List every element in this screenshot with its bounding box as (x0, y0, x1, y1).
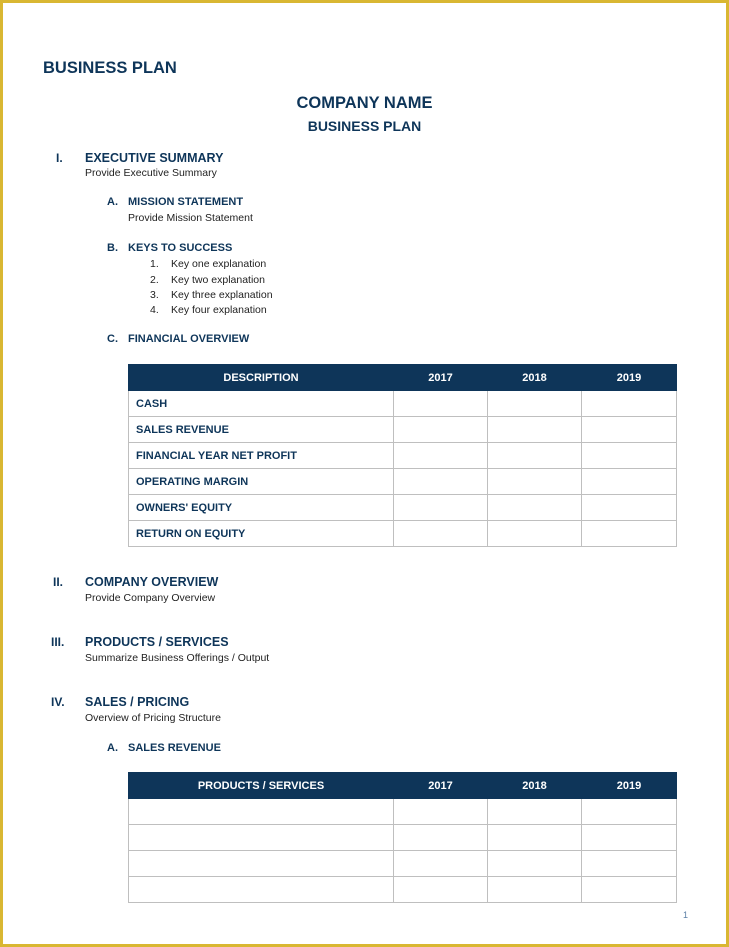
column-header: 2017 (394, 773, 488, 799)
table-cell[interactable] (394, 495, 488, 521)
section-2-number: II. (53, 575, 64, 589)
row-label: SALES REVENUE (129, 417, 394, 443)
table-row (129, 391, 677, 417)
list-item-text: Key three explanation (171, 289, 273, 301)
table-cell[interactable] (582, 391, 677, 417)
section-3-body: Summarize Business Offerings / Output (85, 652, 270, 664)
table-cell[interactable] (582, 521, 677, 547)
table-cell[interactable] (394, 825, 488, 851)
section-3-number: III. (51, 635, 65, 649)
table-cell[interactable] (488, 799, 582, 825)
table-cell[interactable] (582, 495, 677, 521)
table-cell[interactable] (394, 391, 488, 417)
column-header: 2017 (394, 365, 488, 391)
subsection-4a-title: SALES REVENUE (128, 742, 221, 754)
table-header-row (129, 365, 677, 391)
table-header-row (129, 773, 677, 799)
table-row (129, 825, 677, 851)
section-2-body: Provide Company Overview (85, 592, 216, 604)
table-row (129, 417, 677, 443)
list-item-text: Key one explanation (171, 258, 267, 270)
table-cell[interactable] (488, 391, 582, 417)
document-subtitle: BUSINESS PLAN (307, 118, 422, 134)
table-row (129, 877, 677, 903)
subsection-1c-letter: C. (107, 333, 118, 345)
list-item-text: Key four explanation (171, 304, 267, 316)
list-item-number: 1. (150, 258, 159, 270)
table-cell[interactable] (394, 417, 488, 443)
table-cell[interactable] (488, 521, 582, 547)
table-cell[interactable] (582, 443, 677, 469)
section-4-title: SALES / PRICING (85, 695, 190, 709)
column-header: 2019 (582, 365, 677, 391)
list-item-number: 3. (150, 289, 159, 301)
table-cell[interactable] (394, 443, 488, 469)
section-2-title: COMPANY OVERVIEW (85, 575, 219, 589)
table-row (129, 799, 677, 825)
table-cell[interactable] (488, 877, 582, 903)
table-cell[interactable] (129, 851, 394, 877)
table-row (129, 521, 677, 547)
subsection-1a-title: MISSION STATEMENT (128, 196, 244, 208)
table-cell[interactable] (488, 851, 582, 877)
table-cell[interactable] (582, 825, 677, 851)
page-number: 1 (682, 910, 688, 920)
table-row (129, 495, 677, 521)
section-1-number: I. (56, 151, 63, 165)
table-cell[interactable] (582, 469, 677, 495)
table-cell[interactable] (394, 799, 488, 825)
table-cell[interactable] (582, 877, 677, 903)
subsection-1a-letter: A. (107, 196, 118, 208)
row-label: RETURN ON EQUITY (129, 521, 394, 547)
list-item-text: Key two explanation (171, 274, 265, 286)
table-cell[interactable] (129, 799, 394, 825)
table-cell[interactable] (394, 521, 488, 547)
table-cell[interactable] (394, 469, 488, 495)
table-cell[interactable] (488, 417, 582, 443)
sales-revenue-table (128, 772, 677, 903)
list-item-number: 2. (150, 274, 159, 286)
section-3-title: PRODUCTS / SERVICES (85, 635, 229, 649)
table-cell[interactable] (582, 417, 677, 443)
section-4-number: IV. (51, 695, 65, 709)
section-1-title: EXECUTIVE SUMMARY (85, 151, 224, 165)
table-row (129, 469, 677, 495)
document-page (3, 3, 726, 944)
table-cell[interactable] (488, 443, 582, 469)
section-4-body: Overview of Pricing Structure (85, 712, 221, 724)
document-header-title: BUSINESS PLAN (43, 59, 177, 77)
table-cell[interactable] (394, 851, 488, 877)
financial-overview-table (128, 364, 677, 547)
section-1-body: Provide Executive Summary (85, 167, 217, 179)
table-cell[interactable] (488, 495, 582, 521)
column-header: DESCRIPTION (129, 365, 394, 391)
column-header: PRODUCTS / SERVICES (129, 773, 394, 799)
subsection-1b-title: KEYS TO SUCCESS (128, 242, 233, 254)
row-label: FINANCIAL YEAR NET PROFIT (129, 443, 394, 469)
row-label: OPERATING MARGIN (129, 469, 394, 495)
table-cell[interactable] (129, 877, 394, 903)
subsection-1b-letter: B. (107, 242, 118, 254)
table-cell[interactable] (488, 825, 582, 851)
table-cell[interactable] (582, 799, 677, 825)
subsection-1c-title: FINANCIAL OVERVIEW (128, 333, 250, 345)
column-header: 2019 (582, 773, 677, 799)
column-header: 2018 (488, 773, 582, 799)
subsection-1a-body: Provide Mission Statement (128, 212, 253, 224)
row-label: CASH (129, 391, 394, 417)
table-cell[interactable] (582, 851, 677, 877)
subsection-4a-letter: A. (107, 742, 118, 754)
table-row (129, 851, 677, 877)
row-label: OWNERS' EQUITY (129, 495, 394, 521)
table-cell[interactable] (488, 469, 582, 495)
list-item-number: 4. (150, 304, 159, 316)
column-header: 2018 (488, 365, 582, 391)
table-cell[interactable] (129, 825, 394, 851)
table-row (129, 443, 677, 469)
company-name: COMPANY NAME (296, 94, 433, 112)
table-cell[interactable] (394, 877, 488, 903)
